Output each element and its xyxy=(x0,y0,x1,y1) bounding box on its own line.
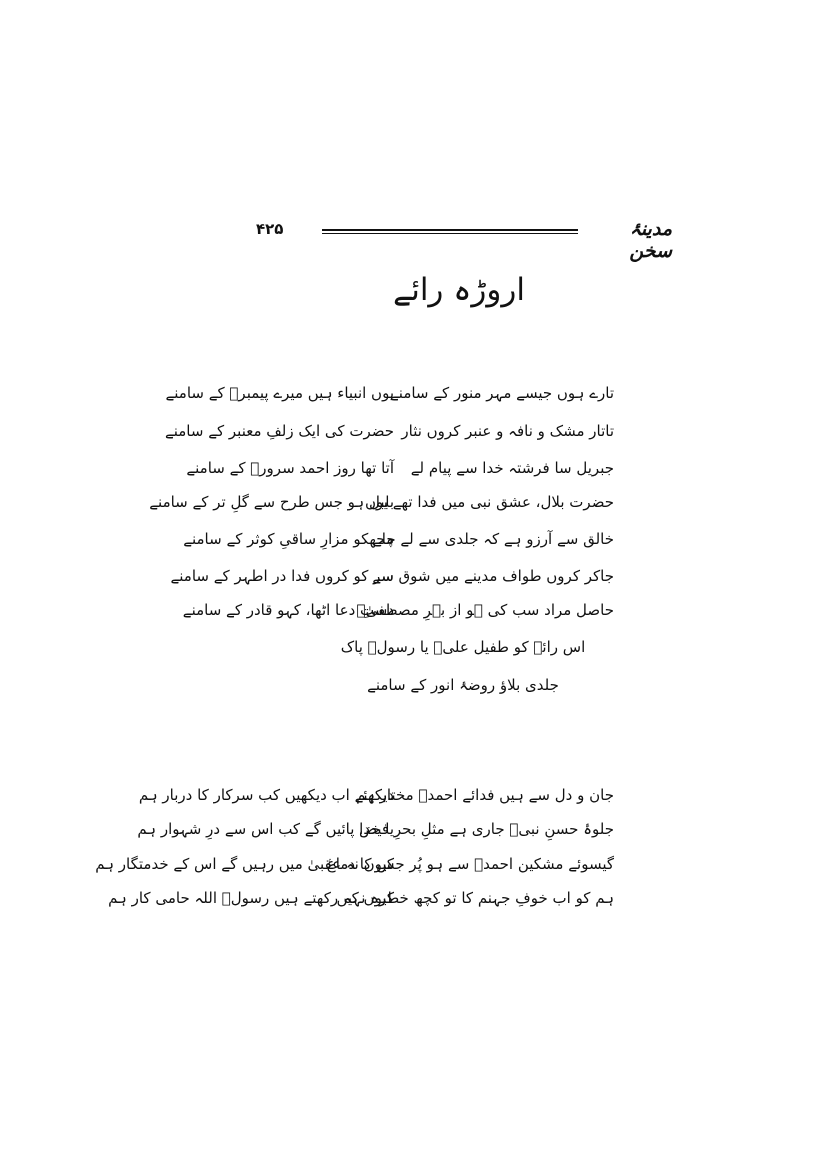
couplet xyxy=(0,493,826,523)
couplet xyxy=(0,422,826,452)
page-header xyxy=(0,218,826,262)
couplet xyxy=(0,567,826,597)
verse-second-line: کیوں نہ عقبیٰ میں رہیں گے اس کے خدمتگار ہم xyxy=(95,855,394,873)
verse-second-line: دیکھئے اب دیکھیں کب سرکار کا دربار ہم xyxy=(138,786,394,804)
verse-second-line: سر کو کروں فدا در اطہر کے سامنے xyxy=(170,567,394,585)
verse-first-line: حضرت بلال، عشق نبی میں فدا تھے یوں xyxy=(365,493,614,511)
verse-first-line: تارے ہوں جیسے مہر منور کے سامنے xyxy=(390,384,614,402)
couplet xyxy=(0,601,826,631)
verse-first-line: حاصل مراد سب کی ہو از بہرِ مصطفیٰؐ xyxy=(356,601,614,619)
couplet xyxy=(0,889,826,919)
verse-first-line: گیسوئے مشکین احمدؐ سے ہو پُر جس کا دماغ xyxy=(326,855,614,873)
verse-second-line: مجھکو مزارِ ساقیِ کوثر کے سامنے xyxy=(183,530,394,548)
verse-first-line: جاکر کروں طواف مدینے میں شوق سے xyxy=(372,567,614,585)
verse-first-line: تاتار مشک و نافہ و عنبر کروں نثار xyxy=(401,422,614,440)
book-title: مدینۂ سخن xyxy=(629,218,672,262)
verse-second-line: کیوں کہ رکھتے ہیں رسولؐ اللہ حامی کار ہم xyxy=(108,889,394,907)
verse-second-line: حضرت کی ایک زلفِ معنبر کے سامنے xyxy=(164,422,394,440)
verse-first-line: جان و دل سے ہیں فدائے احمدؐ مختار ہم xyxy=(356,786,614,804)
verse-second-line: یوں انبیاء ہیں میرے پیمبرؐ کے سامنے xyxy=(165,384,394,402)
couplet xyxy=(0,820,826,850)
page-number: ۴۲۵ xyxy=(256,220,284,238)
closing-line: اس رائے کو طفیل علیؑ یا رسولؐ پاک xyxy=(340,638,586,656)
verse-first-line: جلوۂ حسنِ نبیؐ جاری ہے مثلِ بحرِ فیض xyxy=(359,820,614,838)
poem-title: اروڑہ رائے xyxy=(393,272,525,308)
verse-first-line: ہم کو اب خوفِ جہنم کا تو کچھ خطرہ نہیں xyxy=(336,889,614,907)
couplet xyxy=(0,530,826,560)
verse-second-line: دستِ دعا اٹھا، کہو قادر کے سامنے xyxy=(182,601,394,619)
header-rule xyxy=(322,229,578,234)
verse-second-line: بلبل ہو جس طرح سے گلِ تر کے سامنے xyxy=(149,493,394,511)
couplet xyxy=(0,384,826,414)
couplet xyxy=(0,786,826,816)
verse-second-line: یا خدا پائیں گے کب اس سے درِ شہوار ہم xyxy=(137,820,394,838)
verse-first-line: خالق سے آرزو ہے کہ جلدی سے لے چلے xyxy=(372,530,614,548)
couplet xyxy=(0,855,826,885)
closing-couplet xyxy=(0,638,826,668)
verse-first-line: جبریل سا فرشتہ خدا سے پیام لے xyxy=(410,459,614,477)
verse-second-line: آتا تھا روز احمد سرورؐ کے سامنے xyxy=(186,459,394,477)
couplet xyxy=(0,459,826,489)
closing-line: جلدی بلاؤ روضۂ انور کے سامنے xyxy=(367,676,559,694)
closing-couplet xyxy=(0,676,826,706)
